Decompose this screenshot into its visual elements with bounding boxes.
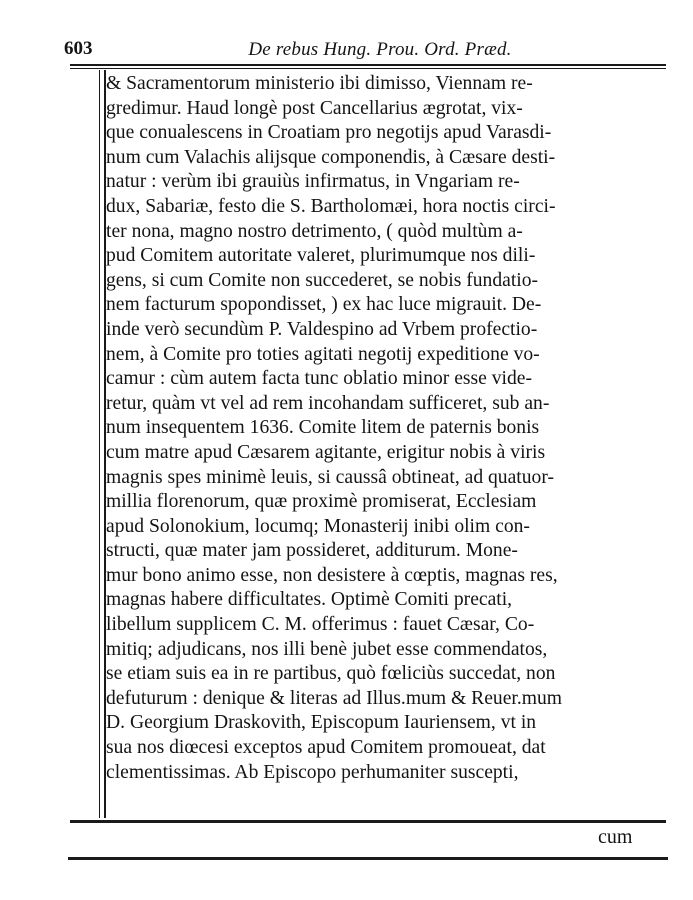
catchword: cum — [598, 826, 633, 848]
text-line: se etiam suis ea in re partibus, quò fœliciùs succedat, non — [106, 663, 556, 685]
text-line: cum matre apud Cæsarem agitante, erigitur nobis à viris — [106, 441, 546, 463]
text-line: nem facturum spopondisset, ) ex hac luce migrauit. De- — [106, 294, 542, 316]
margin-rule-outer — [99, 70, 100, 818]
text-line: dux, Sabariæ, festo die S. Bartholomæi, hora noctis circi- — [106, 195, 556, 217]
text-line: pud Comitem autoritate valeret, plurimumque nos dili- — [106, 245, 536, 267]
text-line: que conualescens in Croatiam pro negotijs apud Varasdi- — [106, 122, 552, 144]
text-line: clementissimas. Ab Episcopo perhumaniter suscepti, — [106, 761, 519, 783]
page-bottom-rule — [68, 857, 668, 860]
text-line: structi, quæ mater jam possideret, additurum. Mone- — [106, 540, 518, 562]
text-line: gens, si cum Comite non succederet, se nobis fundatio- — [106, 269, 539, 291]
text-line: magnis spes minimè leuis, si caussâ obtineat, ad quatuor- — [106, 466, 554, 488]
text-line: magnas habere difficultates. Optimè Comiti precati, — [106, 589, 513, 611]
text-line: apud Solonokium, locumq; Monasterij inibi olim con- — [106, 515, 530, 537]
text-line: defuturum : denique & literas ad Illus.mum & Reuer.mum — [106, 687, 563, 709]
text-line: camur : cùm autem facta tunc oblatio minor esse vide- — [106, 368, 533, 390]
text-line: D. Georgium Draskovith, Episcopum Iauriensem, vt in — [106, 712, 537, 734]
text-line: natur : verùm ibi grauiùs infirmatus, in Vngariam re- — [106, 171, 520, 193]
text-line: & Sacramentorum ministerio ibi dimisso, Viennam re- — [106, 73, 533, 94]
text-line: nem, à Comite pro toties agitati negotij expeditione vo- — [106, 343, 540, 365]
text-line: num cum Valachis alijsque componendis, à Cæsare desti- — [106, 146, 556, 168]
text-line: inde verò secundùm P. Valdespino ad Vrbem profectio- — [106, 318, 538, 340]
text-line: libellum supplicem C. M. offerimus : fauet Cæsar, Co- — [106, 614, 535, 636]
footer-rule — [70, 820, 666, 823]
text-line: retur, quàm vt vel ad rem incohandam sufficeret, sub an- — [106, 392, 550, 414]
text-line: mur bono animo esse, non desistere à cœptis, magnas res, — [106, 564, 558, 586]
text-line: num insequentem 1636. Comite litem de paternis bonis — [106, 417, 540, 439]
running-head: De rebus Hung. Prou. Ord. Præd. — [248, 39, 512, 60]
page-number: 603 — [64, 38, 93, 59]
text-line: sua nos diœcesi exceptos apud Comitem promoueat, dat — [106, 737, 546, 759]
text-line: ter nona, magno nostro detrimento, ( quòd multùm a- — [106, 220, 523, 242]
text-line: millia florenorum, quæ proximè promiserat, Ecclesiam — [106, 491, 537, 513]
body-text — [106, 72, 662, 785]
header-rule — [70, 64, 666, 66]
text-line: mitiq; adjudicans, nos illi benè jubet esse commendatos, — [106, 638, 548, 660]
text-line: gredimur. Haud longè post Cancellarius ægrotat, vix- — [106, 97, 523, 119]
header-rule-thin — [70, 68, 666, 69]
